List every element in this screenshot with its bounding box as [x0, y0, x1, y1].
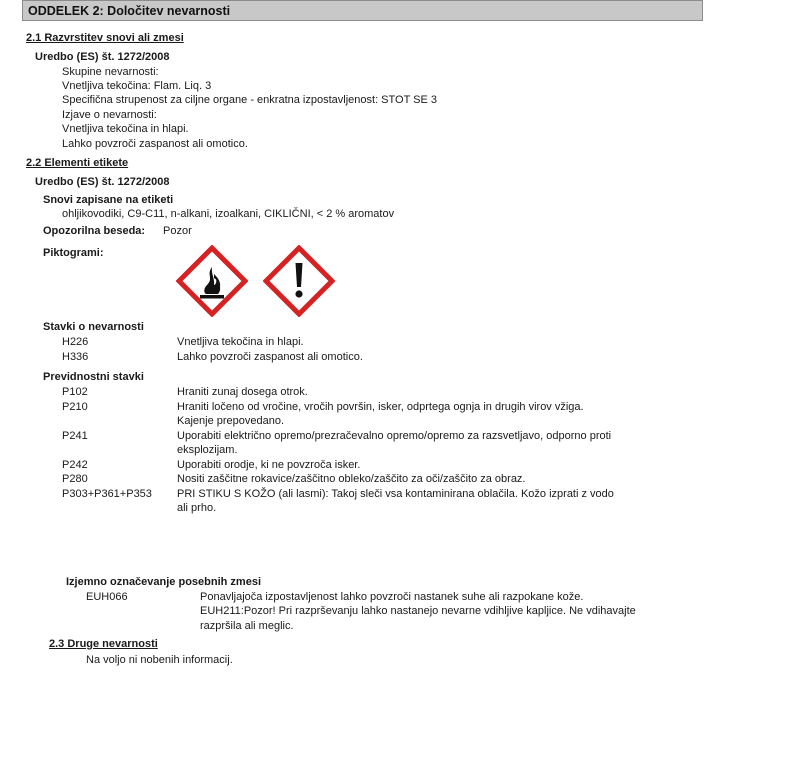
precaution-code: P241 — [62, 430, 88, 442]
precaution-text: Hraniti zunaj dosega otrok. — [177, 386, 308, 398]
classification-line: Vnetljiva tekočina in hlapi. — [62, 123, 189, 135]
special-text: EUH211:Pozor! Pri razprševanju lahko nastanejo nevarne vdihljive kapljice. Ne vdihavajte — [200, 605, 636, 617]
section-title: ODDELEK 2: Določitev nevarnosti — [28, 4, 231, 18]
label-precautionary-statements: Previdnostni stavki — [43, 371, 144, 383]
regulation-label-2-2: Uredbo (ES) št. 1272/2008 — [35, 176, 170, 188]
label-hazard-statements: Stavki o nevarnosti — [43, 321, 144, 333]
section-header-bar — [22, 0, 703, 21]
classification-line: Vnetljiva tekočina: Flam. Liq. 3 — [62, 80, 212, 92]
precaution-text: ali prho. — [177, 502, 217, 514]
label-special-labelling: Izjemno označevanje posebnih zmesi — [66, 576, 261, 588]
precaution-text: Kajenje prepovedano. — [177, 415, 285, 427]
special-text: razpršila ali meglic. — [200, 620, 294, 632]
other-hazards-text: Na voljo ni nobenih informacij. — [86, 654, 233, 666]
heading-2-2: 2.2 Elementi etikete — [26, 157, 129, 169]
hazard-text: Vnetljiva tekočina in hlapi. — [177, 336, 304, 348]
hazard-code: H226 — [62, 336, 89, 348]
precaution-code: P210 — [62, 401, 88, 413]
hazard-text: Lahko povzroči zaspanost ali omotico. — [177, 351, 363, 363]
precaution-text: Uporabiti električno opremo/prezračevalno opremo/opremo za razsvetljavo, odporno proti — [177, 430, 612, 442]
signal-word-value: Pozor — [163, 225, 192, 237]
heading-2-3: 2.3 Druge nevarnosti — [49, 638, 158, 650]
classification-line: Lahko povzroči zaspanost ali omotico. — [62, 138, 248, 150]
regulation-label-2-1: Uredbo (ES) št. 1272/2008 — [35, 51, 170, 63]
precaution-code: P242 — [62, 459, 88, 471]
hazard-code: H336 — [62, 351, 89, 363]
classification-line: Izjave o nevarnosti: — [62, 109, 157, 121]
label-signal-word: Opozorilna beseda: — [43, 225, 146, 237]
classification-line: Specifična strupenost za ciljne organe - enkratna izpostavljenost: STOT SE 3 — [62, 94, 438, 106]
classification-line: Skupine nevarnosti: — [62, 66, 159, 78]
flame-pictogram-icon — [176, 245, 248, 317]
precaution-code: P280 — [62, 473, 88, 485]
precaution-text: Uporabiti orodje, ki ne povzroča isker. — [177, 459, 361, 471]
label-substances: Snovi zapisane na etiketi — [43, 194, 174, 206]
exclamation-pictogram-icon — [263, 245, 335, 317]
precaution-text: Nositi zaščitne rokavice/zaščitno obleko/zaščito za oči/zaščito za obraz. — [177, 473, 526, 485]
precaution-text: PRI STIKU S KOŽO (ali lasmi): Takoj sleči vsa kontaminirana oblačila. Kožo izprati z vodo — [177, 488, 614, 500]
special-text: Ponavljajoča izpostavljenost lahko povzroči nastanek suhe ali razpokane kože. — [200, 591, 584, 603]
precaution-code: P102 — [62, 386, 88, 398]
special-code: EUH066 — [86, 591, 128, 603]
precaution-code: P303+P361+P353 — [62, 488, 152, 500]
heading-2-1: 2.1 Razvrstitev snovi ali zmesi — [26, 32, 184, 44]
substances-value: ohljikovodiki, C9-C11, n-alkani, izoalkani, CIKLIČNI, < 2 % aromatov — [62, 208, 395, 220]
precaution-text: Hraniti ločeno od vročine, vročih površin, isker, odprtega ognja in drugih virov vžiga. — [177, 401, 584, 413]
precaution-text: eksplozijam. — [177, 444, 238, 456]
label-pictograms: Piktogrami: — [43, 247, 104, 259]
